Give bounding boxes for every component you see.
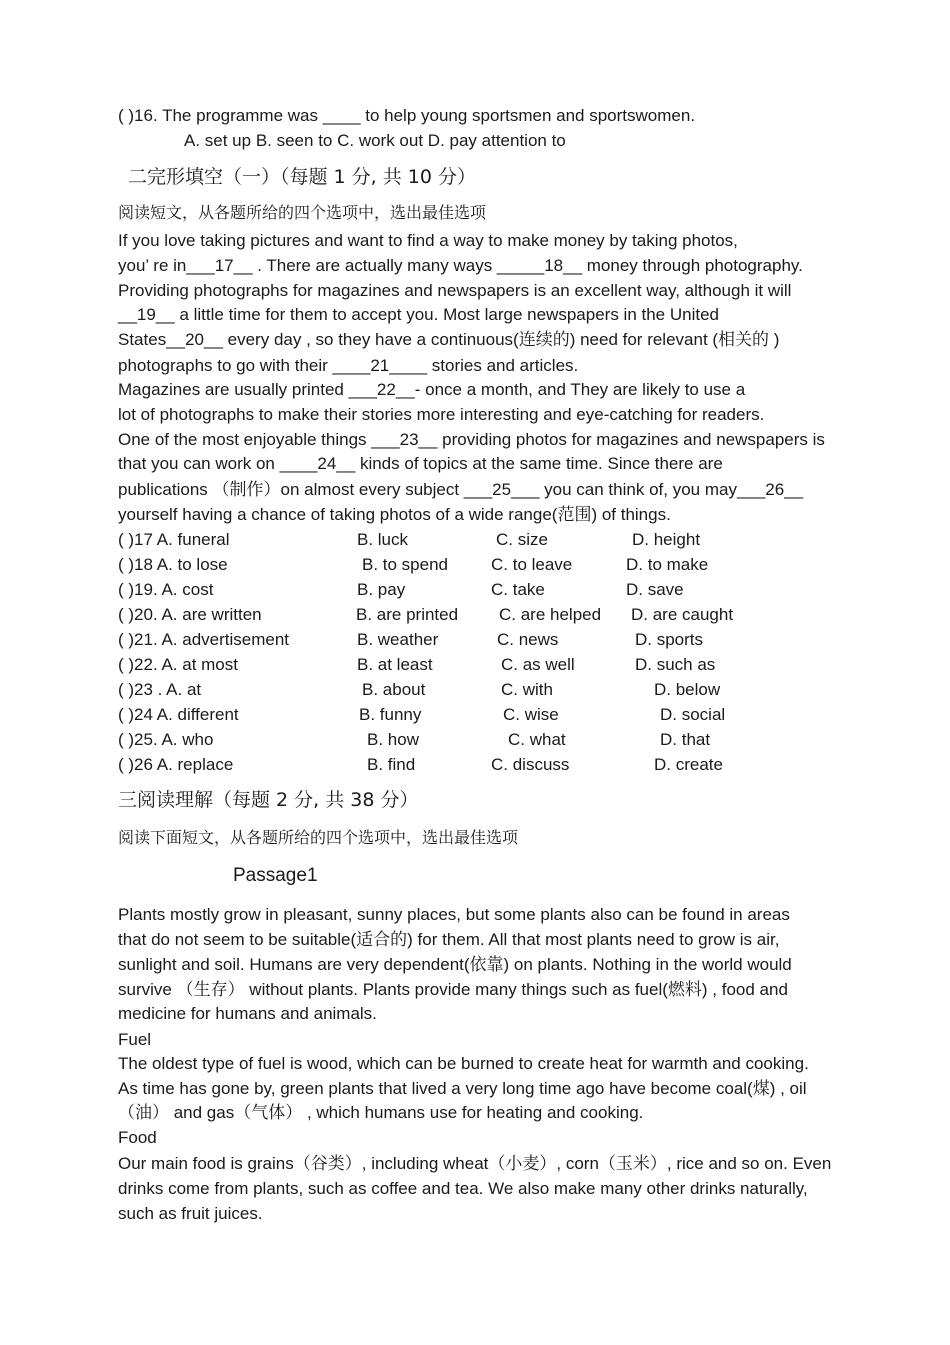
section-3-instruction: 阅读下面短文，从各题所给的四个选项中，选出最佳选项 <box>118 828 519 847</box>
option-d: D. sports <box>635 630 704 649</box>
cloze-line: publications （制作）on almost every subject ___25___ you can think of, you may___26__ <box>118 480 804 499</box>
section-2-title: 二完形填空（一）（每题 1 分, 共 10 分） <box>128 166 477 188</box>
passage-line: survive （生存） without plants. Plants provide many things such as fuel(燃料) , food and <box>118 980 788 999</box>
question-number-option-a: ( )23 . A. at <box>118 680 202 699</box>
cloze-line: Providing photographs for magazines and newspapers is an excellent way, although it will <box>118 281 792 300</box>
passage-line: medicine for humans and animals. <box>118 1004 377 1023</box>
option-d: D. save <box>626 580 684 599</box>
passage-line: Our main food is grains（谷类）, including wheat（小麦）, corn（玉米）, rice and so on. Even <box>118 1154 832 1173</box>
option-d: D. that <box>660 730 711 749</box>
option-b: B. are printed <box>356 605 459 624</box>
option-c: C. with <box>501 680 553 699</box>
section-3-title: 三阅读理解（每题 2 分, 共 38 分） <box>118 789 419 811</box>
cloze-line: __19__ a little time for them to accept you. Most large newspapers in the United <box>118 305 719 324</box>
cloze-line: yourself having a chance of taking photos of a wide range(范围) of things. <box>118 505 671 524</box>
option-d: D. below <box>654 680 721 699</box>
option-c: C. take <box>491 580 545 599</box>
question-number-option-a: ( )24 A. different <box>118 705 239 724</box>
option-c: C. as well <box>501 655 575 674</box>
option-b: B. find <box>367 755 416 774</box>
cloze-line: If you love taking pictures and want to find a way to make money by taking photos, <box>118 231 738 250</box>
cloze-line: States__20__ every day , so they have a continuous(连续的) need for relevant (相关的 ) <box>118 330 780 349</box>
passage-line: drinks come from plants, such as coffee and tea. We also make many other drinks naturally, <box>118 1179 808 1198</box>
section-2-instruction: 阅读短文，从各题所给的四个选项中，选出最佳选项 <box>118 203 487 222</box>
option-b: B. pay <box>357 580 406 599</box>
option-c: C. what <box>508 730 566 749</box>
cloze-line: lot of photographs to make their stories more interesting and eye-catching for readers. <box>118 405 765 424</box>
option-c: C. news <box>497 630 559 649</box>
option-b: B. luck <box>357 530 409 549</box>
cloze-line: photographs to go with their ____21____ stories and articles. <box>118 356 579 375</box>
question-16-options: A. set up B. seen to C. work out D. pay attention to <box>184 131 566 150</box>
option-c: C. to leave <box>491 555 573 574</box>
option-d: D. such as <box>635 655 716 674</box>
passage-line: sunlight and soil. Humans are very dependent(依靠) on plants. Nothing in the world would <box>118 955 792 974</box>
passage-title: Passage1 <box>233 865 318 886</box>
question-number-option-a: ( )19. A. cost <box>118 580 214 599</box>
passage-line: Plants mostly grow in pleasant, sunny places, but some plants also can be found in areas <box>118 905 790 924</box>
option-b: B. about <box>362 680 426 699</box>
option-c: C. discuss <box>491 755 570 774</box>
option-b: B. how <box>367 730 419 749</box>
subheading-fuel: Fuel <box>118 1030 152 1049</box>
cloze-line: One of the most enjoyable things ___23__ providing photos for magazines and newspapers is <box>118 430 825 449</box>
option-c: C. wise <box>503 705 559 724</box>
option-d: D. are caught <box>631 605 734 624</box>
passage-line: that do not seem to be suitable(适合的) for them. All that most plants need to grow is air, <box>118 930 780 949</box>
option-b: B. weather <box>357 630 439 649</box>
question-number-option-a: ( )18 A. to lose <box>118 555 228 574</box>
option-b: B. funny <box>359 705 422 724</box>
question-number-option-a: ( )21. A. advertisement <box>118 630 290 649</box>
cloze-line: Magazines are usually printed ___22__- once a month, and They are likely to use a <box>118 380 746 399</box>
option-d: D. social <box>660 705 726 724</box>
passage-line: （油） and gas（气体） , which humans use for heating and cooking. <box>118 1103 644 1122</box>
cloze-line: that you can work on ____24__ kinds of topics at the same time. Since there are <box>118 454 723 473</box>
passage-line: such as fruit juices. <box>118 1204 263 1223</box>
option-b: B. to spend <box>362 555 449 574</box>
passage-line: The oldest type of fuel is wood, which can be burned to create heat for warmth and cooking. <box>118 1054 809 1073</box>
question-number-option-a: ( )20. A. are written <box>118 605 262 624</box>
option-d: D. height <box>632 530 701 549</box>
option-b: B. at least <box>357 655 433 674</box>
option-d: D. to make <box>626 555 709 574</box>
question-number-option-a: ( )25. A. who <box>118 730 214 749</box>
cloze-line: you’ re in___17__ . There are actually many ways _____18__ money through photography. <box>118 256 803 275</box>
option-c: C. size <box>496 530 548 549</box>
question-number-option-a: ( )17 A. funeral <box>118 530 230 549</box>
option-d: D. create <box>654 755 723 774</box>
passage-line: As time has gone by, green plants that lived a very long time ago have become coal(煤) , oil <box>118 1079 807 1098</box>
question-number-option-a: ( )22. A. at most <box>118 655 238 674</box>
option-c: C. are helped <box>499 605 602 624</box>
question-16-stem: ( )16. The programme was ____ to help young sportsmen and sportswomen. <box>118 106 696 125</box>
question-number-option-a: ( )26 A. replace <box>118 755 234 774</box>
subheading-food: Food <box>118 1128 157 1147</box>
